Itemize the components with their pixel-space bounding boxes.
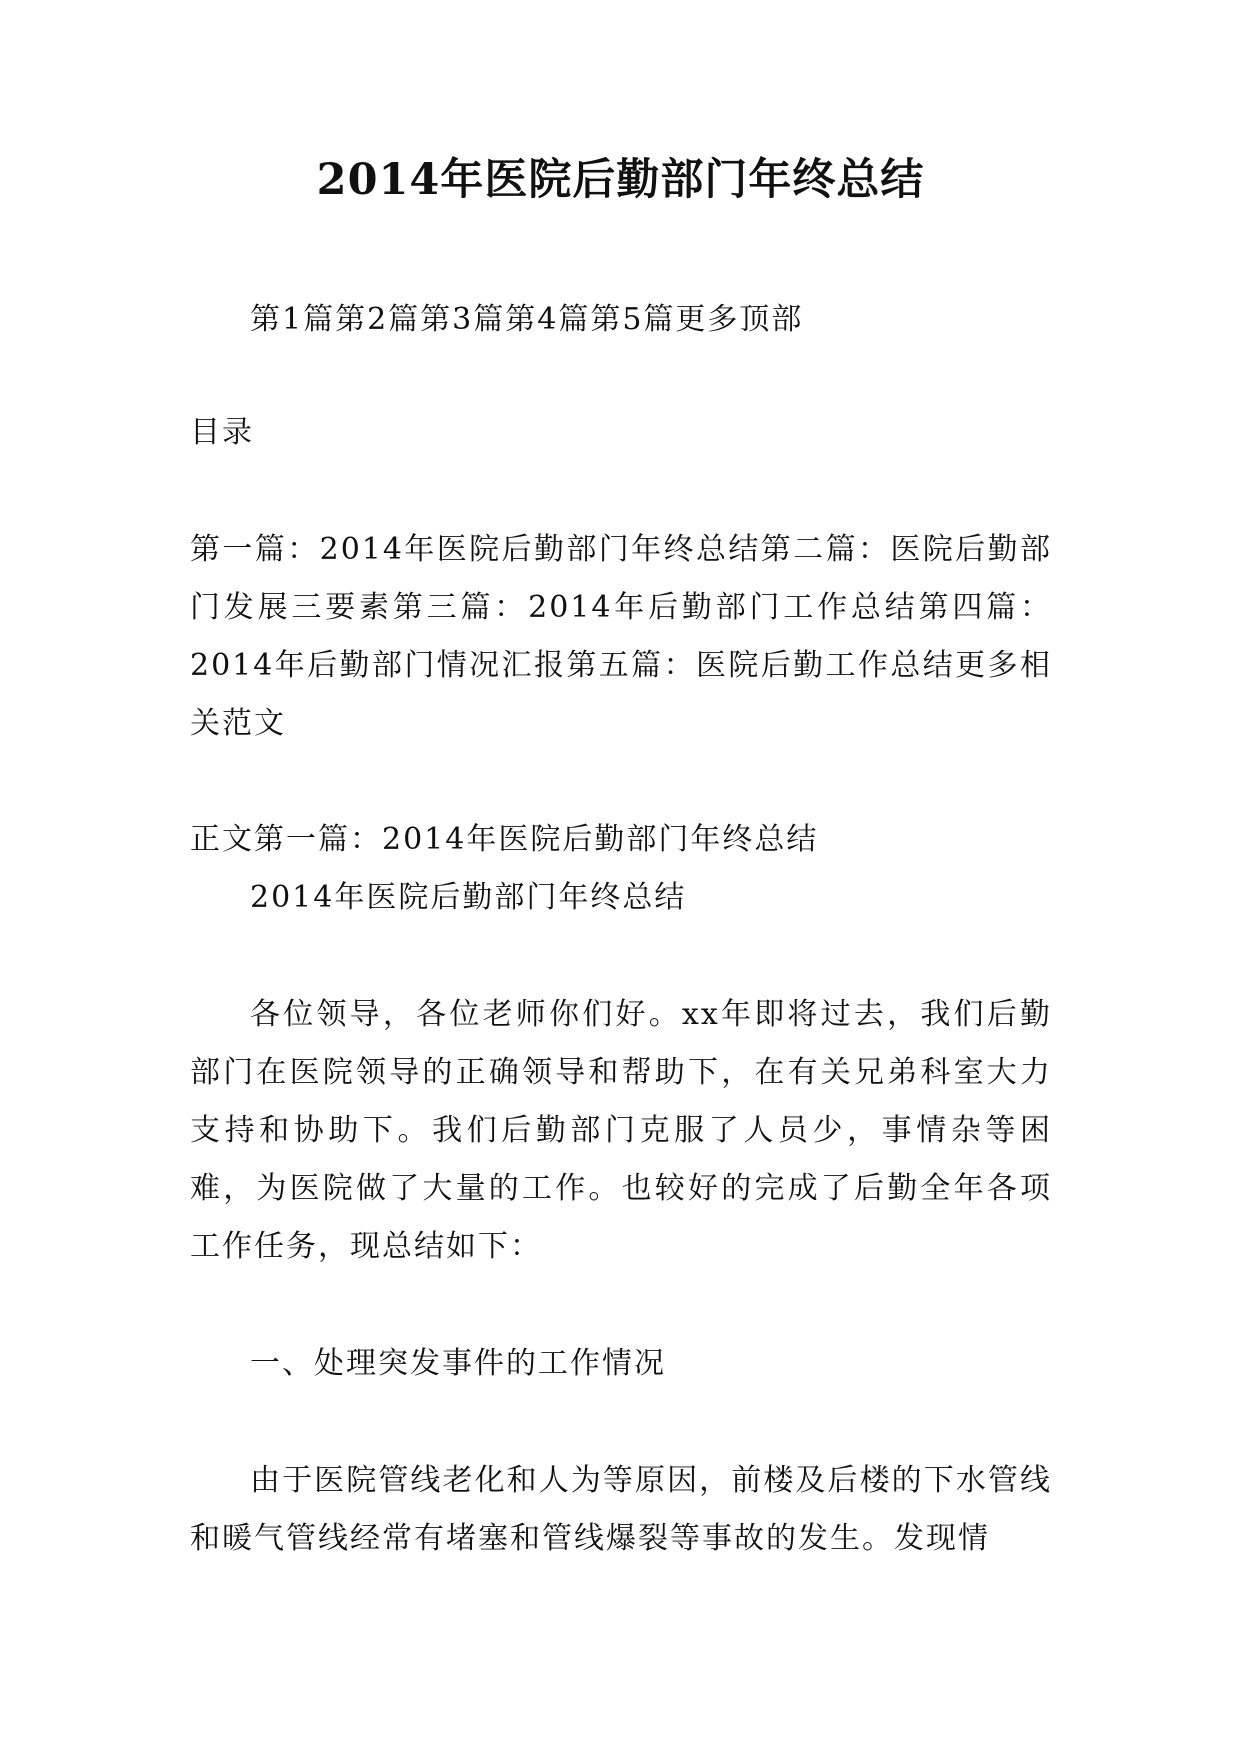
article-subtitle: 2014年医院后勤部门年终总结 [250, 880, 687, 915]
document-title: 2014年医院后勤部门年终总结 [316, 155, 925, 205]
paragraph-intro: 各位领导，各位老师你们好。xx年即将过去，我们后勤部门在医院领导的正确领导和帮助下，在有关兄弟科室大力支持和协助下。我们后勤部门克服了人员少，事情杂等困难，为医院做了大量的工作。也较好的完成了后勤全年各项工作任务，现总结如下： [190, 997, 1052, 1264]
body-heading: 正文第一篇：2014年医院后勤部门年终总结 [190, 822, 819, 857]
paragraph-section-1: 由于医院管线老化和人为等原因，前楼及后楼的下水管线和暖气管线经常有堵塞和管线爆裂等事故的发生。发现情 [190, 1463, 1052, 1556]
section-heading-1: 一、处理突发事件的工作情况 [250, 1346, 666, 1381]
article-navigation: 第1篇第2篇第3篇第4篇第5篇更多顶部 [250, 302, 804, 337]
toc-list: 第一篇：2014年医院后勤部门年终总结第二篇：医院后勤部门发展三要素第三篇：2014年后勤部门工作总结第四篇：2014年后勤部门情况汇报第五篇：医院后勤工作总结更多相关范文 [190, 532, 1052, 741]
toc-heading: 目录 [190, 415, 254, 450]
